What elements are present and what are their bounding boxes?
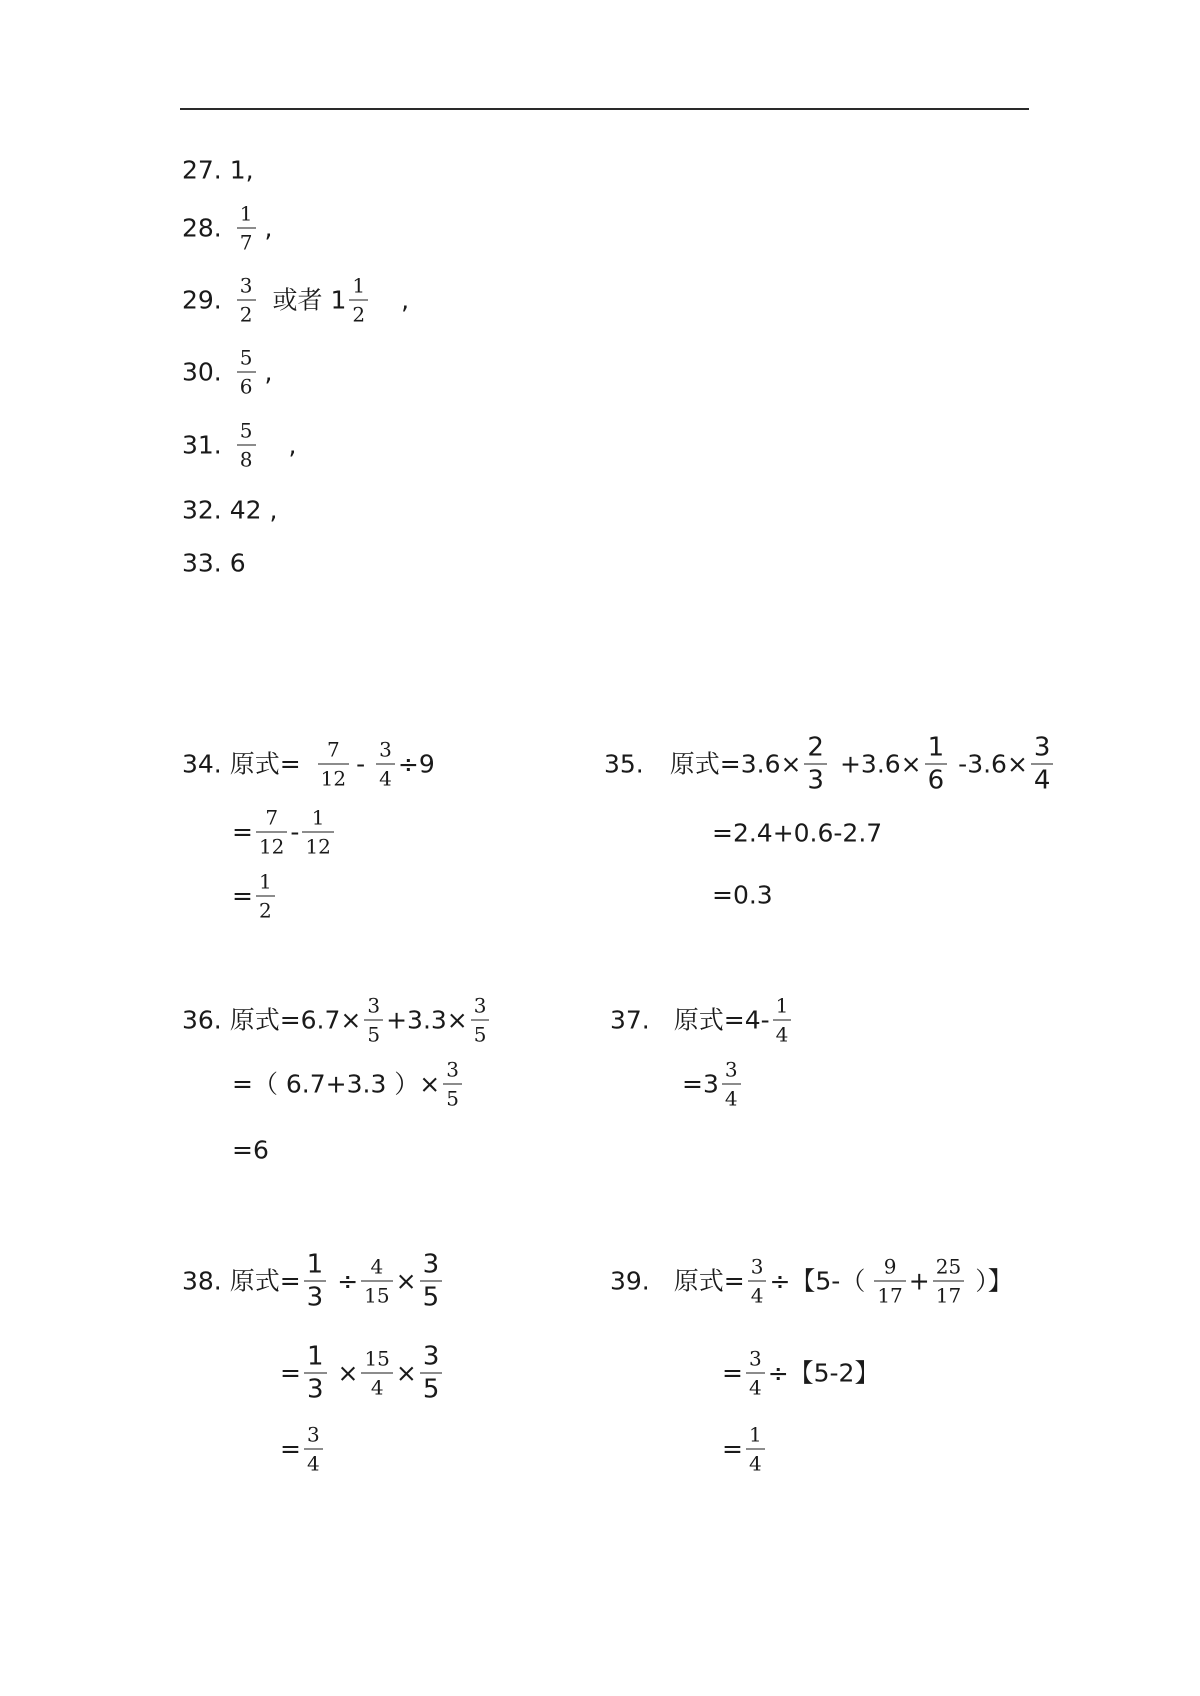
numerator: 1 <box>748 1422 762 1447</box>
answer-line <box>182 201 273 255</box>
answer-line <box>182 155 254 185</box>
numerator: 3 <box>1033 732 1051 763</box>
expression-text: 29. <box>182 285 222 315</box>
answer-line <box>722 1422 768 1476</box>
expression-text: × <box>395 1266 417 1296</box>
numerator: 1 <box>306 1341 324 1372</box>
expression-text: = <box>722 1358 743 1388</box>
fraction <box>302 805 333 859</box>
expression-text: = <box>280 1434 301 1464</box>
denominator: 15 <box>364 1283 390 1308</box>
expression-text: = <box>232 881 253 911</box>
fraction <box>443 1057 462 1111</box>
fraction <box>237 418 256 472</box>
numerator: 1 <box>352 273 366 298</box>
expression-text: 原式=4- <box>673 1005 770 1035</box>
fraction <box>748 1254 767 1308</box>
fraction <box>237 345 256 399</box>
denominator: 2 <box>352 302 366 327</box>
expression-text: ÷ <box>337 1266 359 1296</box>
denominator: 3 <box>306 1374 324 1405</box>
denominator: 12 <box>258 834 285 859</box>
expression-text: 36. 原式=6.7× <box>182 1005 362 1035</box>
expression-text: 38. 原式= <box>182 1266 301 1296</box>
answer-line <box>232 1057 465 1111</box>
fraction <box>304 1422 323 1476</box>
numerator: 3 <box>379 737 392 762</box>
fraction <box>746 1422 765 1476</box>
expression-text: ÷9 <box>397 749 435 779</box>
fraction <box>471 993 490 1047</box>
fraction <box>361 1346 392 1400</box>
denominator: 17 <box>935 1283 962 1308</box>
denominator: 7 <box>239 230 253 255</box>
fraction <box>318 737 349 791</box>
denominator: 17 <box>877 1283 903 1308</box>
denominator: 4 <box>306 1451 320 1476</box>
numerator: 3 <box>473 993 487 1018</box>
fraction <box>773 993 792 1047</box>
answer-line <box>604 732 1056 796</box>
numerator: 3 <box>422 1249 440 1280</box>
denominator: 4 <box>370 1375 384 1400</box>
fraction <box>256 805 287 859</box>
expression-text: , <box>288 430 297 460</box>
expression-text: 或者 1 <box>272 285 347 315</box>
denominator: 5 <box>446 1086 459 1111</box>
fraction <box>364 993 383 1047</box>
expression-text: 30. <box>182 357 222 387</box>
fraction <box>349 273 368 327</box>
numerator: 1 <box>927 732 945 763</box>
answer-line <box>280 1422 326 1476</box>
fraction <box>746 1346 765 1400</box>
expression-text: , <box>264 357 273 387</box>
denominator: 5 <box>473 1022 487 1047</box>
answer-line <box>182 418 297 472</box>
expression-text: - <box>290 817 300 847</box>
fraction <box>804 732 827 796</box>
numerator: 1 <box>311 805 325 830</box>
fraction <box>420 1249 443 1313</box>
answer-line <box>712 880 773 910</box>
fraction <box>256 869 275 923</box>
fraction <box>237 201 256 255</box>
fraction <box>933 1254 964 1308</box>
expression-text: × <box>337 1358 359 1388</box>
numerator: 3 <box>422 1341 440 1372</box>
numerator: 9 <box>883 1254 897 1279</box>
denominator: 4 <box>748 1451 762 1476</box>
numerator: 1 <box>239 201 253 226</box>
expression-text: 31. <box>182 430 222 460</box>
expression-text: 34. 原式= <box>182 749 301 779</box>
expression-text: =3 <box>682 1069 719 1099</box>
answer-line <box>182 495 278 525</box>
expression-text: 33. 6 <box>182 548 246 578</box>
denominator: 3 <box>306 1282 324 1313</box>
answer-line <box>182 273 410 327</box>
answer-line <box>232 869 278 923</box>
fraction <box>237 273 256 327</box>
expression-text: 27. 1, <box>182 155 254 185</box>
expression-text: = <box>722 1434 743 1464</box>
numerator: 4 <box>370 1254 384 1279</box>
numerator: 3 <box>724 1057 738 1082</box>
numerator: 1 <box>258 869 272 894</box>
numerator: 2 <box>807 732 824 763</box>
expression-text: ÷【5-2】 <box>767 1358 880 1388</box>
answer-line <box>610 993 794 1047</box>
denominator: 8 <box>239 447 253 472</box>
expression-text: , <box>401 285 410 315</box>
expression-text: × <box>395 1358 417 1388</box>
denominator: 4 <box>1033 765 1051 796</box>
fraction <box>925 732 948 796</box>
answer-line <box>182 737 435 791</box>
numerator: 25 <box>935 1254 962 1279</box>
numerator: 3 <box>446 1057 459 1082</box>
answer-line <box>232 805 337 859</box>
answer-line <box>232 1135 269 1165</box>
denominator: 4 <box>724 1086 738 1111</box>
numerator: 3 <box>750 1254 764 1279</box>
expression-text: 原式= <box>673 1266 745 1296</box>
fraction <box>304 1341 327 1405</box>
fraction <box>722 1057 741 1111</box>
expression-text: + <box>908 1266 930 1296</box>
fraction <box>304 1249 327 1313</box>
denominator: 5 <box>367 1022 381 1047</box>
answer-line <box>182 345 273 399</box>
expression-text: ）】 <box>975 1266 1013 1296</box>
fraction <box>376 737 395 791</box>
expression-text: =2.4+0.6-2.7 <box>712 818 883 848</box>
expression-text: = <box>232 817 253 847</box>
expression-text: 37. <box>610 1005 650 1035</box>
numerator: 7 <box>265 805 279 830</box>
denominator: 4 <box>775 1022 789 1047</box>
expression-text: , <box>264 213 273 243</box>
numerator: 1 <box>775 993 789 1018</box>
denominator: 2 <box>258 898 272 923</box>
denominator: 4 <box>748 1375 762 1400</box>
numerator: 3 <box>748 1346 762 1371</box>
expression-text: ÷【5-（ <box>769 1266 866 1296</box>
fraction <box>361 1254 392 1308</box>
answer-line <box>182 1249 445 1313</box>
expression-text: 39. <box>610 1266 650 1296</box>
answer-line <box>280 1341 445 1405</box>
denominator: 6 <box>239 374 253 399</box>
numerator: 3 <box>239 273 253 298</box>
answer-line <box>610 1254 1013 1308</box>
expression-text: 原式=3.6× <box>669 749 802 779</box>
expression-text: = <box>280 1358 301 1388</box>
denominator: 2 <box>239 302 253 327</box>
denominator: 5 <box>422 1374 440 1405</box>
answer-line <box>712 818 883 848</box>
fraction <box>874 1254 905 1308</box>
expression-text: -3.6× <box>958 749 1028 779</box>
numerator: 3 <box>306 1422 320 1447</box>
answer-line <box>182 548 246 578</box>
denominator: 3 <box>807 765 824 796</box>
expression-text: +3.3× <box>386 1005 468 1035</box>
expression-text: =0.3 <box>712 880 773 910</box>
expression-text: =（ 6.7+3.3 ）× <box>232 1069 441 1099</box>
denominator: 5 <box>422 1282 440 1313</box>
answer-line <box>722 1346 880 1400</box>
denominator: 12 <box>305 834 331 859</box>
expression-text: 32. 42 , <box>182 495 278 525</box>
expression-text: - <box>356 749 366 779</box>
fraction <box>1031 732 1054 796</box>
answer-line <box>182 993 492 1047</box>
expression-text: 35. <box>604 749 644 779</box>
header-rule <box>180 108 1029 110</box>
denominator: 12 <box>320 766 347 791</box>
numerator: 5 <box>239 345 253 370</box>
numerator: 5 <box>239 418 253 443</box>
expression-text: +3.6× <box>839 749 922 779</box>
numerator: 3 <box>367 993 381 1018</box>
numerator: 1 <box>306 1249 324 1280</box>
denominator: 4 <box>750 1283 764 1308</box>
fraction <box>420 1341 443 1405</box>
expression-text: =6 <box>232 1135 269 1165</box>
denominator: 6 <box>927 765 945 796</box>
denominator: 4 <box>379 766 392 791</box>
expression-text: 28. <box>182 213 222 243</box>
answer-line <box>682 1057 744 1111</box>
numerator: 7 <box>327 737 340 762</box>
numerator: 15 <box>364 1346 390 1371</box>
